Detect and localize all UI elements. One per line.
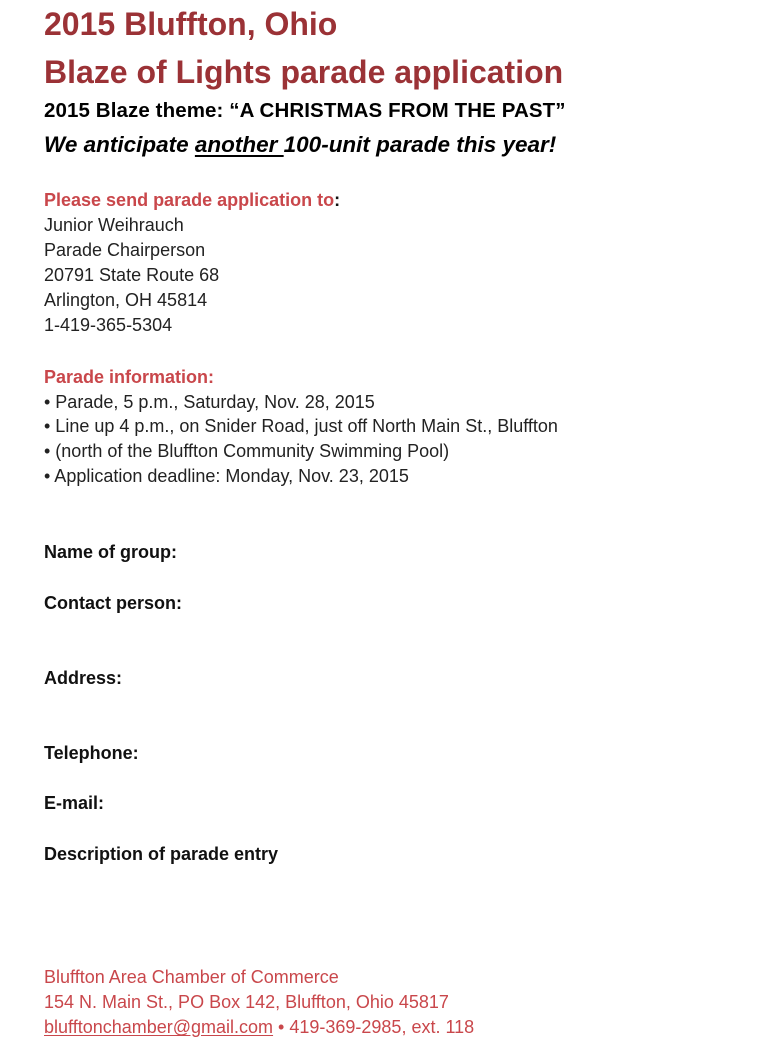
send-to-heading-colon: :	[334, 190, 341, 210]
parade-info-heading: Parade information:	[44, 367, 215, 387]
anticipate-text-before: We anticipate	[44, 132, 195, 157]
send-to-line: 20791 State Route 68	[44, 265, 220, 285]
field-telephone: Telephone:	[44, 743, 139, 763]
anticipate-line	[44, 130, 556, 160]
send-to-line: 1-419-365-5304	[44, 315, 173, 335]
send-to-heading	[44, 188, 340, 212]
send-to-line: Parade Chairperson	[44, 240, 206, 260]
field-email: E-mail:	[44, 793, 105, 813]
footer-org: Bluffton Area Chamber of Commerce	[44, 967, 339, 987]
anticipate-underlined-word: another	[194, 132, 284, 157]
send-to-line: Arlington, OH 45814	[44, 290, 208, 310]
footer-contact	[44, 1015, 474, 1040]
field-name-of-group: Name of group:	[44, 542, 177, 562]
theme-line: 2015 Blaze theme: “A CHRISTMAS FROM THE PAST”	[44, 99, 566, 122]
footer-address: 154 N. Main St., PO Box 142, Bluffton, Ohio 45817	[44, 992, 449, 1012]
document-title-line2: Blaze of Lights parade application	[44, 54, 564, 90]
document-title-line1: 2015 Bluffton, Ohio	[44, 6, 338, 42]
footer-phone: • 419-369-2985, ext. 118	[273, 1017, 475, 1037]
parade-info-item: • Line up 4 p.m., on Snider Road, just off North Main St., Bluffton	[44, 416, 558, 436]
parade-info-item: • (north of the Bluffton Community Swimming Pool)	[44, 441, 450, 461]
field-description: Description of parade entry	[44, 844, 279, 864]
send-to-line: Junior Weihrauch	[44, 215, 184, 235]
anticipate-text-after: 100-unit parade this year!	[283, 132, 557, 157]
field-address: Address:	[44, 668, 123, 688]
footer-email-link[interactable]: blufftonchamber@gmail.com	[44, 1017, 274, 1037]
parade-info-item: • Application deadline: Monday, Nov. 23, 2015	[44, 466, 409, 486]
field-contact-person: Contact person:	[44, 593, 183, 613]
parade-info-item: • Parade, 5 p.m., Saturday, Nov. 28, 2015	[44, 392, 375, 412]
send-to-heading-text: Please send parade application to	[44, 190, 335, 210]
